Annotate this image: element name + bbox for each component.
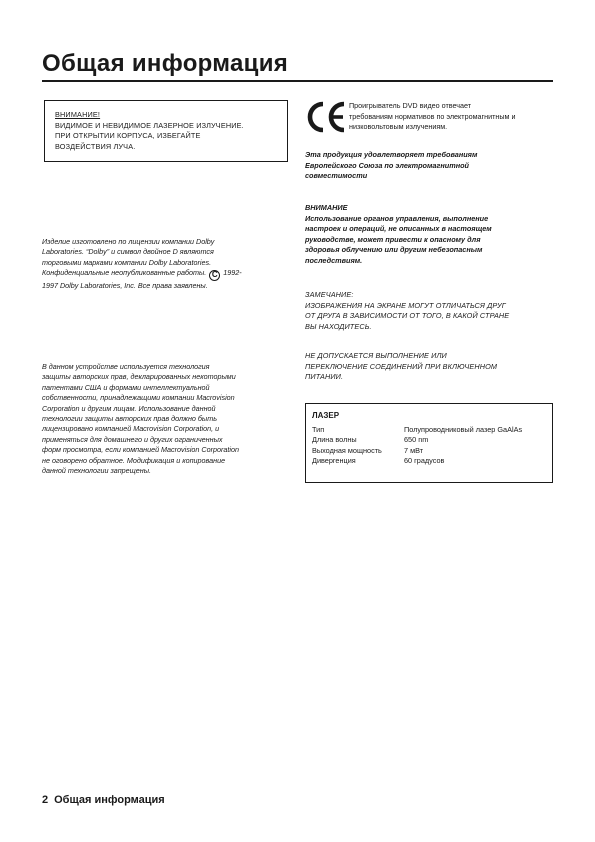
spec-label: Тип	[312, 425, 325, 434]
table-row	[312, 435, 522, 445]
dolby-line: торговыми марками компании Dolby Laboratories.	[42, 257, 212, 267]
macrovision-line: лицензировано компанией Macrovision Corporation, и	[42, 424, 220, 434]
title-rule	[42, 80, 553, 82]
dolby-copyright-line2: 1997 Dolby Laboratories, Inc. Все права заявлены.	[42, 281, 208, 291]
no-switch-line: ПЕРЕКЛЮЧЕНИЕ СОЕДИНЕНИЙ ПРИ ВКЛЮЧЕННОМ	[305, 361, 498, 371]
ce-line: требованиям нормативов по электромагнитным и	[349, 111, 516, 121]
spec-label: Дивергенция	[312, 456, 356, 466]
macrovision-line: собственности, принадлежащими компании Macrovision	[42, 393, 235, 403]
laser-warning-line: ВОЗДЕЙСТВИЯ ЛУЧА.	[55, 141, 136, 151]
spec-value: Полупроводниковый лазер GaAlAs	[404, 425, 523, 434]
ce-mark-icon	[305, 100, 347, 134]
caution-line: здоровья облучению или другим небезопасным	[305, 245, 483, 255]
footer-title: Общая информация	[54, 794, 165, 806]
note-heading: ЗАМЕЧАНИЕ:	[305, 290, 354, 299]
macrovision-line: В данном устройстве используется технология	[42, 362, 210, 371]
dolby-line: Изделие изготовлено по лицензии компании Dolby	[42, 237, 215, 246]
caution-line: руководстве, может привести к опасному для	[305, 234, 481, 244]
laser-spec-table	[312, 425, 522, 467]
macrovision-line: не оговорено обратное. Модификация и копирование	[42, 455, 226, 465]
laser-warning-box	[44, 100, 288, 162]
dolby-line: Laboratories. “Dolby” и символ двойное D являются	[42, 247, 214, 257]
ce-line: низковольтовым излучениям.	[349, 122, 448, 131]
eu-conformity-text	[305, 150, 555, 182]
laser-warning-line: ПРИ ОТКРЫТИИ КОРПУСА, ИЗБЕГАЙТЕ	[55, 131, 201, 140]
eu-conformity-line: совместимости	[305, 171, 368, 181]
dolby-copyright-line	[42, 268, 290, 281]
spec-value: 7 мВт	[404, 445, 424, 455]
note-line: ИЗОБРАЖЕНИЯ НА ЭКРАНЕ МОГУТ ОТЛИЧАТЬСЯ ДРУГ	[305, 300, 506, 310]
macrovision-line: применяться для домашнего и других ограниченных	[42, 434, 223, 444]
page-footer	[42, 794, 165, 806]
no-switch-line: НЕ ДОПУСКАЕТСЯ ВЫПОЛНЕНИЕ ИЛИ	[305, 351, 447, 360]
laser-warning-line: ВИДИМОЕ И НЕВИДИМОЕ ЛАЗЕРНОЕ ИЗЛУЧЕНИЕ.	[55, 120, 244, 130]
macrovision-text	[42, 362, 290, 476]
caution-line: настроек и операций, не описанных в настоящем	[305, 224, 492, 234]
laser-warning-heading: ВНИМАНИЕ!	[55, 110, 101, 119]
laser-spec-box	[305, 403, 553, 483]
spec-label: Длина волны	[312, 435, 357, 445]
macrovision-line: технологии защиты авторских прав должно быть	[42, 414, 217, 424]
copyright-icon: C	[209, 270, 220, 281]
macrovision-line: патентами США и формами интеллектуальной	[42, 382, 210, 392]
dolby-license-text	[42, 237, 290, 292]
spec-value: 650 nm	[404, 435, 429, 445]
table-row	[312, 446, 522, 456]
laser-spec-title: ЛАЗЕР	[312, 411, 340, 420]
ce-line: Проигрыватель DVD видео отвечает	[349, 101, 472, 110]
caution-text	[305, 203, 555, 267]
spec-value: 60 градусов	[404, 456, 445, 466]
table-row	[312, 425, 522, 435]
no-switch-line: ПИТАНИИ.	[305, 372, 344, 382]
page-number: 2	[42, 794, 49, 806]
page-title: Общая информация	[42, 50, 289, 77]
caution-line: Использование органов управления, выполнение	[305, 213, 489, 223]
note-line: ОТ ДРУГА В ЗАВИСИМОСТИ ОТ ТОГО, В КАКОЙ СТРАНЕ	[305, 311, 510, 321]
macrovision-line: данной технологии запрещены.	[42, 466, 151, 476]
note-text	[305, 290, 555, 332]
no-switch-warning	[305, 351, 555, 383]
table-row	[312, 456, 522, 466]
macrovision-line: форм просмотра, если компанией Macrovision Corporation	[42, 445, 239, 455]
dolby-copyright-after: 1992-	[223, 268, 242, 278]
dolby-copyright-before: Конфиденциальные неопубликованные работы.	[42, 268, 207, 278]
macrovision-line: защиты авторских прав, декларированных некоторыми	[42, 372, 236, 382]
eu-conformity-line: Европейского Союза по электромагнитной	[305, 160, 470, 170]
caution-heading: ВНИМАНИЕ	[305, 203, 348, 212]
caution-line: последствиям.	[305, 255, 363, 265]
ce-compliance-text	[349, 101, 549, 133]
macrovision-line: Corporation и другим лицам. Использование данной	[42, 403, 216, 413]
note-line: ВЫ НАХОДИТЕСЬ.	[305, 321, 372, 331]
eu-conformity-line: Эта продукция удовлетворяет требованиям	[305, 150, 478, 159]
spec-label: Выходная мощность	[312, 445, 382, 455]
